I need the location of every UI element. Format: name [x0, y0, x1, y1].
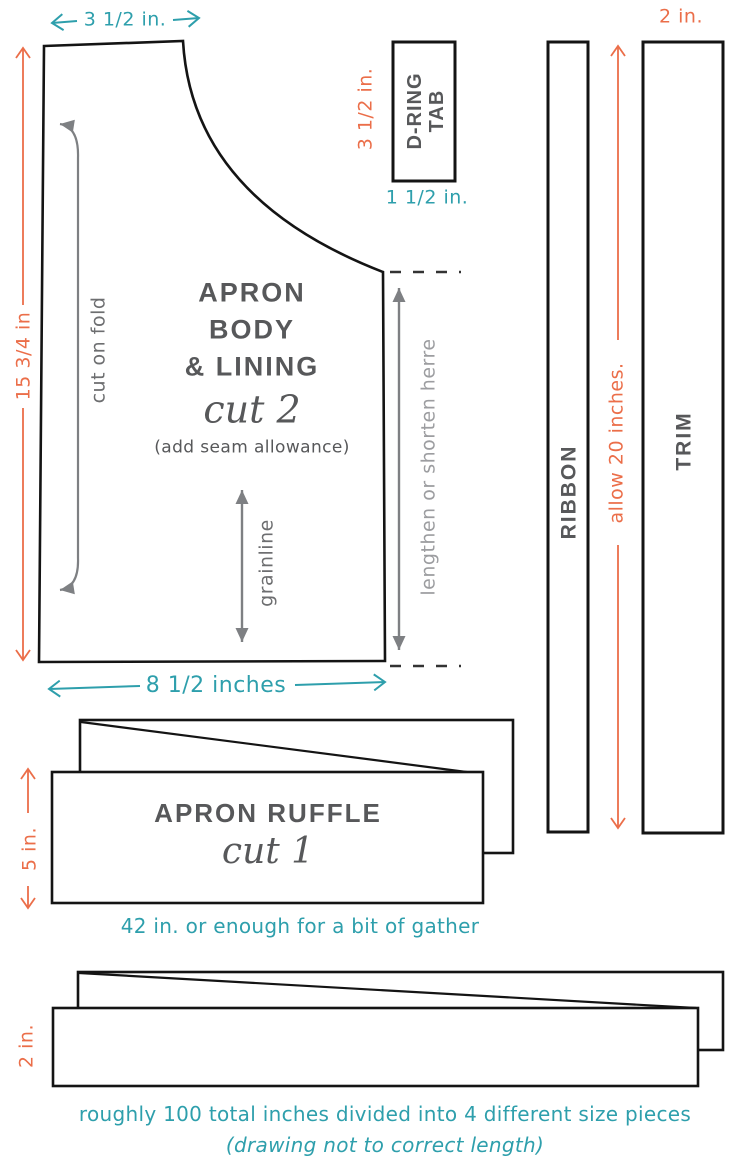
ties-note-line1: roughly 100 total inches divided into 4 different size pieces [78, 1102, 692, 1126]
apron-body-title-line2: BODY [208, 314, 295, 345]
ruffle-length-note: 42 in. or enough for a bit of gather [120, 914, 480, 938]
ruffle-name: APRON RUFFLE [154, 798, 382, 828]
apron-body-seam-note: (add seam allowance) [154, 437, 350, 458]
ribbon-name: RIBBON [557, 444, 581, 540]
d-ring-tab-height-label: 3 1/2 in. [354, 67, 377, 151]
apron-height-label: 15 3/4 in [12, 311, 35, 401]
apron-top-width-label: 3 1/2 in. [83, 8, 167, 31]
ruffle-cut-note: cut 1 [221, 831, 315, 872]
top-width-arrow-left [52, 21, 77, 23]
d-ring-tab-name-line2: TAB [426, 89, 448, 133]
bottom-width-arrow-left [49, 686, 140, 689]
apron-body-title-block [154, 275, 350, 462]
trim-width-label: 2 in. [659, 5, 703, 28]
ribbon-allowance-label: allow 20 inches. [605, 362, 628, 524]
ribbon-outline [548, 42, 588, 832]
bottom-width-arrow-right [295, 682, 385, 685]
lengthen-shorten-label: lengthen or shorten herre [417, 338, 440, 596]
ties-front-outline [53, 1008, 698, 1086]
apron-body-title-line3: & LINING [184, 351, 320, 382]
d-ring-tab-name [404, 72, 448, 149]
d-ring-tab-name-line1: D-RING [404, 72, 426, 150]
grainline-label: grainline [255, 519, 278, 607]
trim-name: TRIM [672, 411, 696, 471]
d-ring-tab-width-label: 1 1/2 in. [385, 186, 469, 209]
ties-height-label: 2 in. [15, 1024, 38, 1068]
ties-note-line2: (drawing not to correct length) [225, 1133, 545, 1157]
ruffle-title-block [154, 797, 382, 875]
apron-body-title-line1: APRON [198, 277, 306, 308]
apron-body-cut-note: cut 2 [203, 387, 301, 432]
top-width-arrow-right [173, 18, 199, 20]
apron-bottom-width-label: 8 1/2 inches [145, 672, 287, 698]
cut-on-fold-label: cut on fold [87, 296, 110, 404]
ruffle-height-label: 5 in. [18, 827, 41, 871]
